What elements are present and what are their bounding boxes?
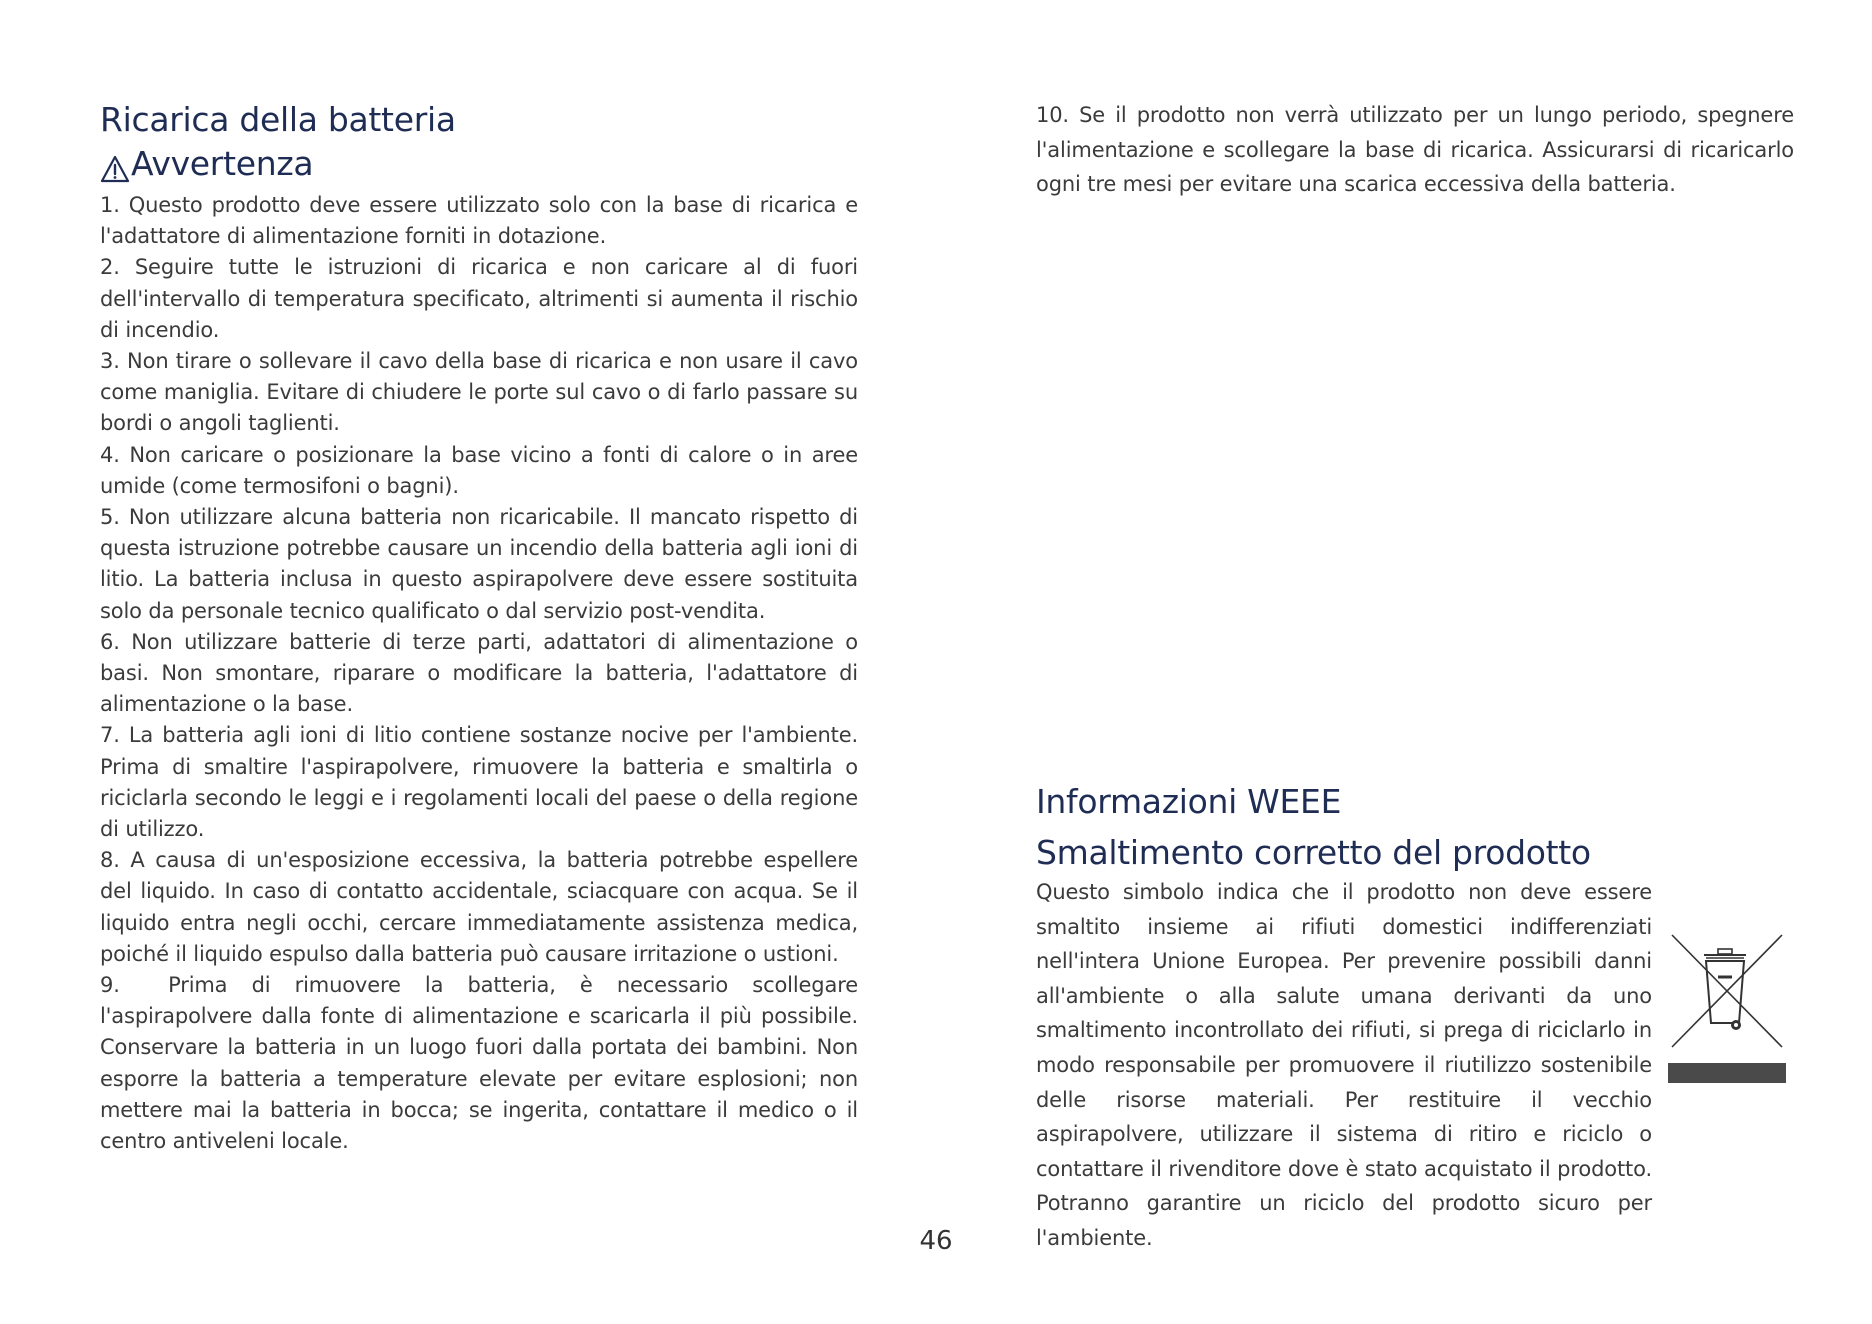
list-item: 1. Questo prodotto deve essere utilizzato solo con la base di ricarica e l'adattatore di alimentazione forniti in dotazione. [100, 193, 858, 249]
battery-charging-continued [1036, 98, 1794, 202]
warning-triangle-icon [100, 150, 130, 178]
list-item: 7. La batteria agli ioni di litio contiene sostanze nocive per l'ambiente. Prima di smaltire l'aspirapolvere, rimuovere la batteria e smaltirla o riciclarla secondo le leggi e i regolamenti locali del paese o della regione di utilizzo. [100, 723, 858, 842]
list-item: 2. Seguire tutte le istruzioni di ricarica e non caricare al di fuori dell'intervallo di temperatura specificato, altrimenti si aumenta il rischio di incendio. [100, 255, 858, 342]
crossed-out-wheelie-bin-icon [1668, 931, 1786, 1083]
battery-charging-section [100, 98, 858, 1157]
warning-heading [100, 142, 858, 186]
weee-text-wrap [1036, 875, 1652, 1256]
list-item: 8. A causa di un'esposizione eccessiva, la batteria potrebbe espellere del liquido. In caso di contatto accidentale, sciacquare con acqua. Se il liquido entra negli occhi, cercare immediatamente assistenza medica, poiché il liquido espulso dalla batteria può causare irritazione o ustioni. [100, 848, 858, 966]
warning-label: Avvertenza [131, 144, 314, 183]
list-item: 5. Non utilizzare alcuna batteria non ricaricabile. Il mancato rispetto di questa istruzione potrebbe causare un incendio della batteria agli ioni di litio. La batteria inclusa in questo aspirapolvere deve essere sostituita solo da personale tecnico qualificato o dal servizio post-vendita. [100, 505, 858, 623]
list-item: 4. Non caricare o posizionare la base vicino a fonti di calore o in aree umide (come termosifoni o bagni). [100, 442, 858, 498]
weee-body [1036, 875, 1794, 1256]
page-number: 46 [919, 1226, 953, 1256]
weee-title: Informazioni WEEE [1036, 782, 1342, 821]
list-item: 6. Non utilizzare batterie di terze parti, adattatori di alimentazione o basi. Non smontare, riparare o modificare la batteria, l'adattatore di alimentazione o la base. [100, 629, 858, 717]
list-item: 3. Non tirare o sollevare il cavo della base di ricarica e non usare il cavo come maniglia. Evitare di chiudere le porte sul cavo o di farlo passare su bordi o angoli taglienti. [100, 349, 858, 436]
weee-section [1036, 780, 1794, 1256]
weee-subtitle: Smaltimento corretto del prodotto [1036, 833, 1591, 872]
list-item: 9. Prima di rimuovere la batteria, è necessario scollegare l'aspirapolvere dalla fonte di alimentazione e scaricarla il più possibile. Conservare la batteria in un luogo fuori dalla portata dei bambini. Non esporre la batteria a temperature elevate per evitare esplosioni; non mettere mai la batteria in bocca; se ingerita, contattare il medico o il centro antiveleni locale. [100, 973, 858, 1154]
weee-text: Questo simbolo indica che il prodotto non deve essere smaltito insieme ai rifiuti domestici indifferenziati nell'intera Unione Europea. Per prevenire possibili danni all'ambiente o alla salute umana derivanti da uno smaltimento incontrollato dei rifiuti, si prega di riciclarlo in modo responsabile per promuovere il riutilizzo sostenibile delle risorse materiali. Per restituire il vecchio aspirapolvere, utilizzare il sistema di ritiro e riciclo o contattare il rivenditore dove è stato acquistato il prodotto. Potranno garantire un riciclo del prodotto sicuro per l'ambiente. [1036, 880, 1652, 1250]
list-item: 10. Se il prodotto non verrà utilizzato per un lungo periodo, spegnere l'alimentazione e scollegare la base di ricarica. Assicurarsi di ricaricarlo ogni tre mesi per evitare una scarica eccessiva della batteria. [1036, 103, 1794, 197]
section-title: Ricarica della batteria [100, 100, 456, 139]
